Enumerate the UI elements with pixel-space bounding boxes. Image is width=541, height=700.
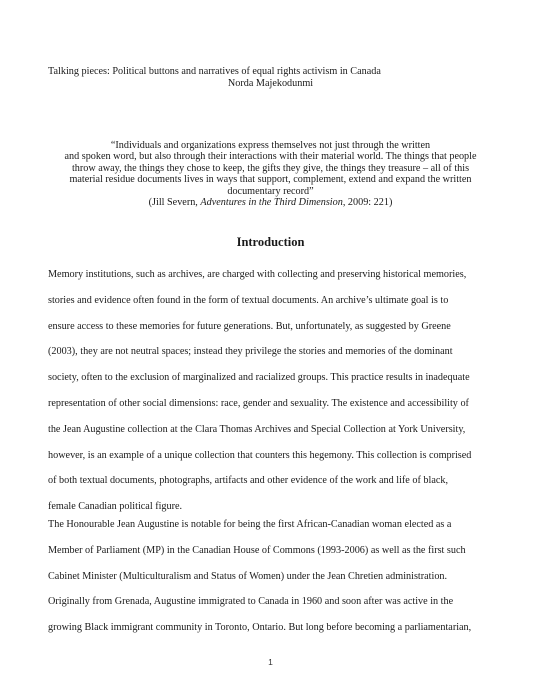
- paragraph-line: (2003), they are not neutral spaces; instead they privilege the stories and memories of the dominant: [48, 346, 453, 358]
- epigraph-quote: [40, 140, 501, 208]
- paragraph-line: the Jean Augustine collection at the Clara Thomas Archives and Special Collection at York University,: [48, 423, 466, 435]
- epigraph-line: “Individuals and organizations express themselves not just through the written: [110, 140, 431, 151]
- paper-title: Talking pieces: Political buttons and narratives of equal rights activism in Canada: [48, 66, 381, 77]
- paragraph-line: representation of other social dimensions: race, gender and sexuality. The existence and accessibility of: [48, 397, 469, 409]
- paragraph-line: Memory institutions, such as archives, are charged with collecting and preserving historical memories,: [48, 269, 467, 280]
- paragraph-line: ensure access to these memories for future generations. But, unfortunately, as suggested by Greene: [48, 320, 451, 332]
- citation-work-title: Adventures in the Third Dimension: [200, 197, 343, 209]
- paper-author: Norda Majekodunmi: [227, 78, 314, 89]
- citation-prefix: (Jill Severn,: [148, 197, 201, 209]
- page-number: 1: [268, 657, 273, 667]
- body-paragraph: [48, 519, 508, 648]
- paragraph-line: Cabinet Minister (Multiculturalism and Status of Women) under the Jean Chretien administration.: [48, 570, 448, 582]
- paragraph-line: stories and evidence often found in the form of textual documents. An archive’s ultimate goal is to: [48, 294, 449, 306]
- body-paragraph: [48, 269, 508, 527]
- citation-suffix: , 2009: 221): [342, 197, 393, 209]
- epigraph-line: throw away, the things they chose to keep, the gifts they give, the things they treasure – all of this: [71, 162, 470, 174]
- paragraph-line: Member of Parliament (MP) in the Canadian House of Commons (1993-2006) as well as the first such: [48, 544, 466, 556]
- paragraph-line: of both textual documents, photographs, artifacts and other evidence of the work and life of black,: [48, 475, 449, 487]
- section-heading: Introduction: [236, 235, 305, 249]
- paragraph-line: female Canadian political figure.: [48, 501, 183, 513]
- paragraph-line: however, is an example of a unique collection that counters this hegemony. This collection is comprised: [48, 449, 472, 461]
- paragraph-line: society, often to the exclusion of marginalized and racialized groups. This practice results in inadequate: [48, 372, 470, 384]
- paragraph-line: growing Black immigrant community in Toronto, Ontario. But long before becoming a parliamentarian,: [48, 622, 472, 634]
- epigraph-line: and spoken word, but also through their interactions with their material world. The things that people: [64, 151, 477, 163]
- epigraph-citation: [40, 197, 501, 208]
- epigraph-line: documentary record”: [227, 185, 314, 197]
- epigraph-line: material residue documents lives in ways that support, complement, extend and expand the written: [69, 174, 472, 186]
- paragraph-line: Originally from Grenada, Augustine immigrated to Canada in 1960 and soon after was active in the: [48, 596, 454, 608]
- paragraph-line: The Honourable Jean Augustine is notable for being the first African-Canadian woman elected as a: [48, 519, 452, 530]
